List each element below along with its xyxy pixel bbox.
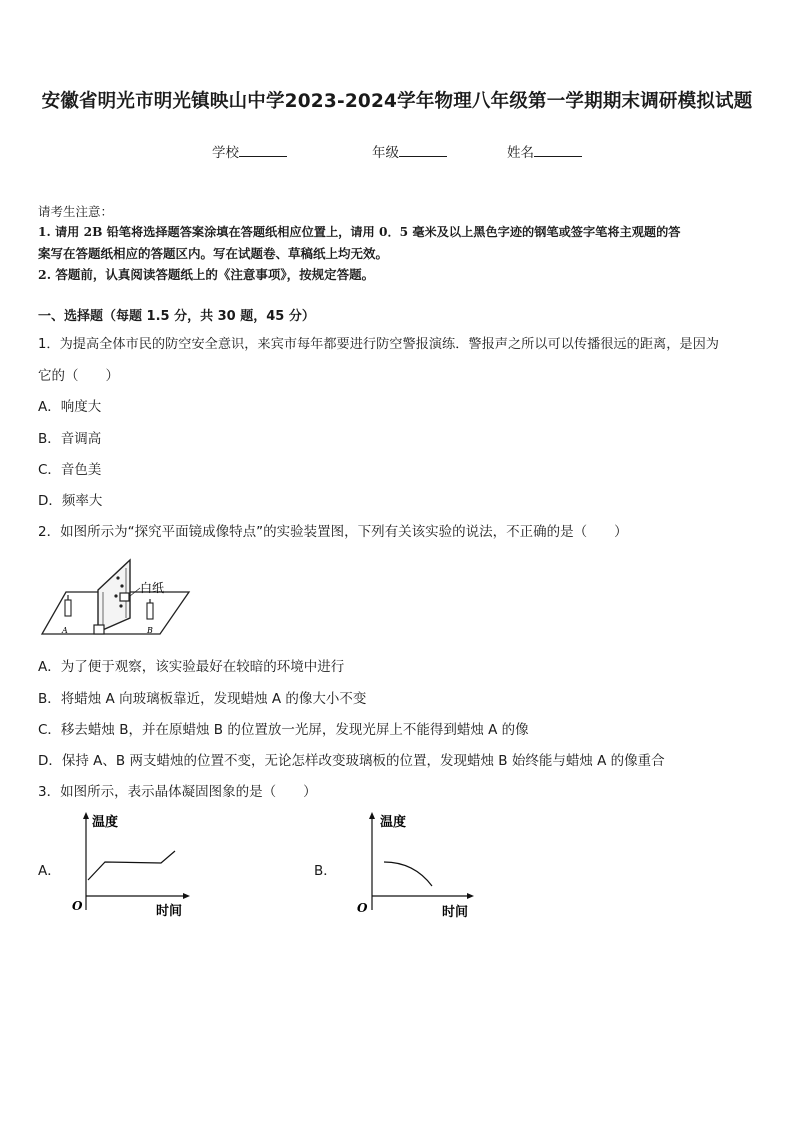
graph-b-xlabel: 时间 (442, 905, 469, 920)
graph-a-origin: O (72, 899, 83, 913)
label-a: A (62, 626, 68, 635)
notice-line-1b: 案写在答题纸相应的答题区内。写在试题卷、草稿纸上均无效。 (38, 246, 389, 261)
graph-a-curve (88, 851, 175, 880)
q1-option-b: B．音调高 (38, 431, 102, 447)
graph-b (354, 808, 478, 920)
notice-line-1a: 1. 请用 2B 铅笔将选择题答案涂填在答题纸相应位置上，请用 0．5 毫米及以上黑色字迹的钢笔或签字笔将主观题的答 (38, 225, 681, 239)
q1-stem-line-1: 1．为提高全体市民的防空安全意识，来宾市每年都要进行防空警报演练．警报声之所以可以传播很远的距离，是因为 (38, 337, 719, 352)
q2-option-b: B．将蜡烛 A 向玻璃板靠近，发现蜡烛 A 的像大小不变 (38, 691, 367, 707)
school-label: 学校 (212, 145, 239, 161)
label-b: B (147, 626, 153, 635)
q3-option-a-label: A． (38, 863, 61, 879)
plate-clamp-front (94, 625, 104, 634)
grade-label: 年级 (372, 145, 399, 161)
graph-a-ylabel: 温度 (92, 815, 119, 830)
graph-b-ylabel: 温度 (380, 815, 407, 830)
grade-field (372, 141, 447, 161)
graph-a (68, 808, 192, 920)
graph-b-curve (384, 862, 432, 886)
q1-option-c: C．音色美 (38, 462, 102, 478)
grade-blank (399, 143, 447, 157)
q2-option-d: D．保持 A、B 两支蜡烛的位置不变，无论怎样改变玻璃板的位置，发现蜡烛 B 始终能与蜡烛 A 的像重合 (38, 753, 665, 769)
mirror-experiment-figure (36, 548, 196, 640)
page-title: 安徽省明光市明光镇映山中学2023-2024学年物理八年级第一学期期末调研模拟试题 (41, 91, 753, 112)
section-heading: 一、选择题（每题 1.5 分，共 30 题，45 分） (38, 309, 315, 324)
name-label: 姓名 (507, 145, 534, 161)
name-field (507, 141, 582, 161)
name-blank (534, 143, 582, 157)
q1-option-a: A．响度大 (38, 399, 102, 415)
candle-b (147, 603, 153, 619)
q1-option-d: D．频率大 (38, 493, 103, 509)
graph-a-xlabel: 时间 (156, 904, 183, 919)
q3-option-b-label: B． (314, 863, 337, 879)
q2-option-a: A．为了便于观察，该实验最好在较暗的环境中进行 (38, 659, 345, 675)
school-field (212, 141, 287, 161)
q3-stem: 3．如图所示，表示晶体凝固图象的是（ ） (38, 784, 317, 800)
notice-line-2: 2. 答题前，认真阅读答题纸上的《注意事项》，按规定答题。 (38, 267, 375, 282)
notice-heading: 请考生注意： (38, 204, 114, 219)
candle-a (65, 600, 71, 616)
graph-b-origin: O (357, 901, 368, 915)
q1-stem-line-2: 它的（ ） (38, 368, 119, 384)
plate-clamp-back (120, 593, 129, 601)
q2-option-c: C．移去蜡烛 B，并在原蜡烛 B 的位置放一光屏，发现光屏上不能得到蜡烛 A 的像 (38, 722, 529, 738)
white-paper-label: 白纸 (140, 581, 165, 595)
school-blank (239, 143, 287, 157)
q2-stem: 2．如图所示为“探究平面镜成像特点”的实验装置图，下列有关该实验的说法，不正确的是（ ） (38, 524, 628, 540)
